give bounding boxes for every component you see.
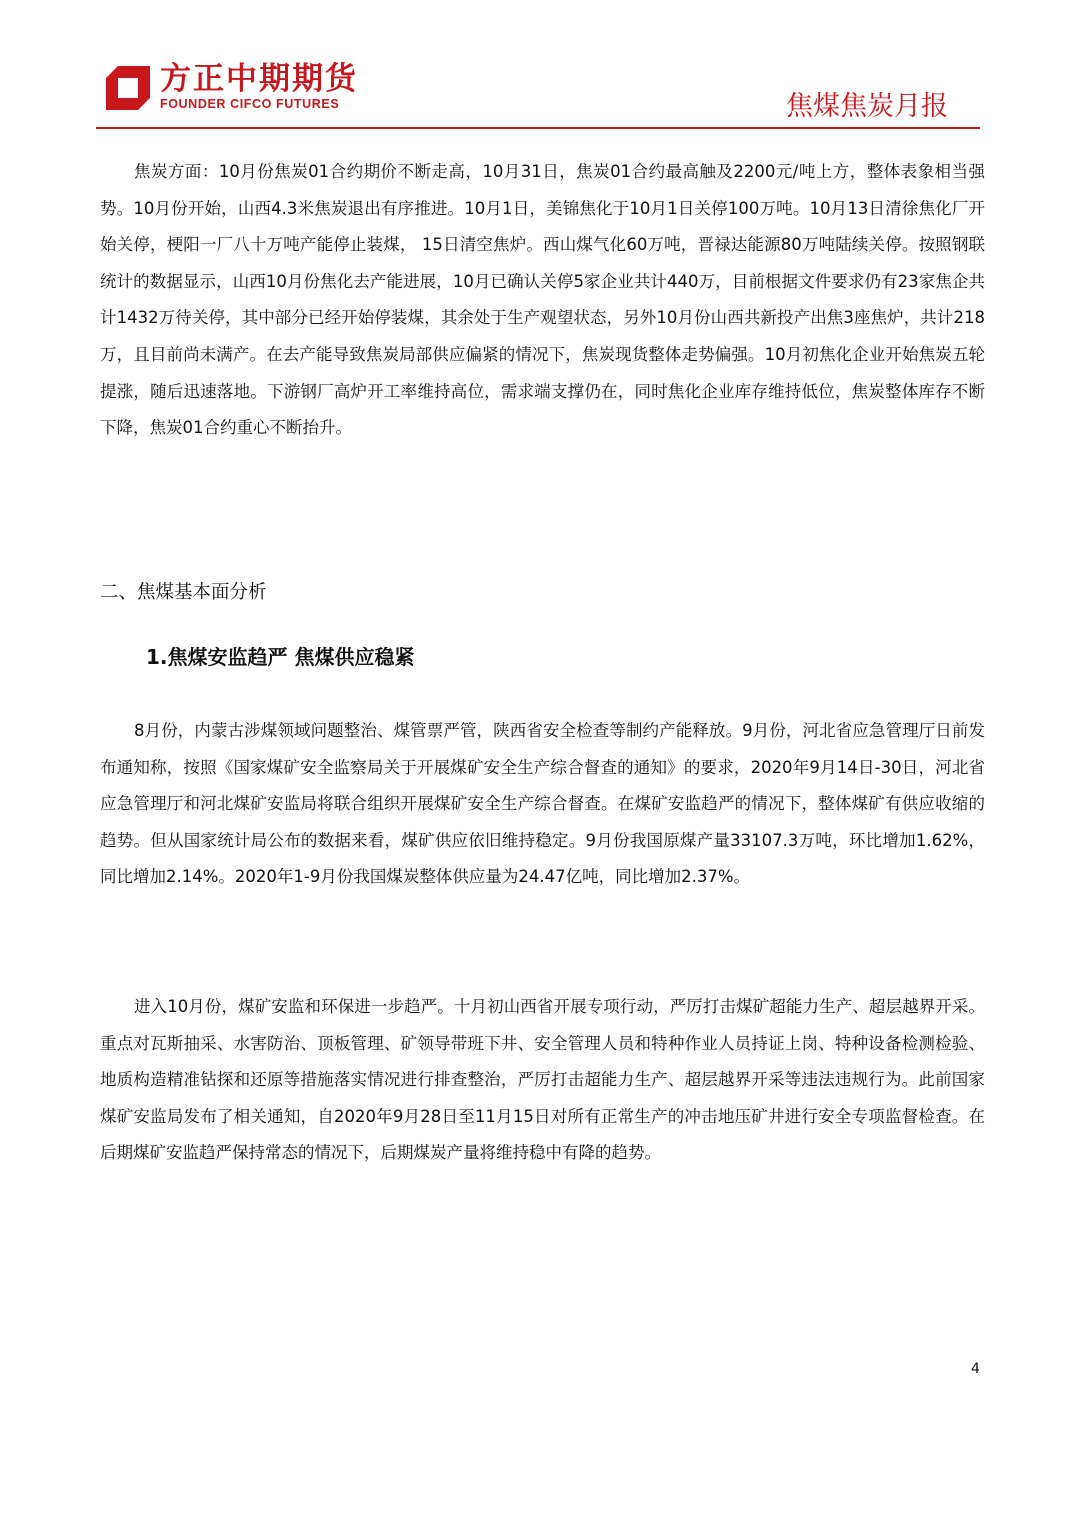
subsection-heading: 1.焦煤安监趋严 焦煤供应稳紧	[146, 645, 415, 669]
paragraph-october: 进入10月份，煤矿安监和环保进一步趋严。十月初山西省开展专项行动，严厉打击煤矿超能力生产、超层越界开采。重点对瓦斯抽采、水害防治、顶板管理、矿领导带班下井、安全管理人员和特种作业人员持证上岗、特种设备检测检验、地质构造精准钻探和还原等措施落实情况进行排查整治，严厉打击超能力生产、超层越界开采等违法违规行为。此前国家煤矿安监局发布了相关通知，自2020年9月28日至11月15日对所有正常生产的冲击地压矿井进行安全专项监督检查。在后期煤矿安监趋严保持常态的情况下，后期煤炭产量将维持稳中有降的趋势。	[100, 997, 985, 1163]
report-title: 焦煤焦炭月报	[786, 91, 948, 122]
brand-name-chinese: 方正中期期货	[160, 61, 358, 97]
red-square-logo-icon	[104, 64, 152, 112]
paragraph-aug-sep: 8月份，内蒙古涉煤领域问题整治、煤管票严管，陕西省安全检查等制约产能释放。9月份，河北省应急管理厅日前发布通知称，按照《国家煤矿安全监察局关于开展煤矿安全生产综合督查的通知》的要求，2020年9月14日-30日，河北省应急管理厅和河北煤矿安监局将联合组织开展煤矿安全生产综合督查。在煤矿安监趋严的情况下，整体煤矿有供应收缩的趋势。但从国家统计局公布的数据来看，煤矿供应依旧维持稳定。9月份我国原煤产量33107.3万吨，环比增加1.62%，同比增加2.14%。2020年1-9月份我国煤炭整体供应量为24.47亿吨，同比增加2.37%。	[100, 721, 985, 887]
page-number: 4	[971, 1361, 980, 1377]
header-divider	[96, 127, 980, 129]
paragraph-coke: 焦炭方面：10月份焦炭01合约期价不断走高，10月31日，焦炭01合约最高触及2200元/吨上方，整体表象相当强势。10月份开始，山西4.3米焦炭退出有序推进。10月1日，美锦焦化于10月1日关停100万吨。10月13日清徐焦化厂开始关停，梗阳一厂八十万吨产能停止装煤， 15日清空焦炉。西山煤气化60万吨，晋禄达能源80万吨陆续关停。按照钢联统计的数据显示，山西10月份焦化去产能进展，10月已确认关停5家企业共计440万，目前根据文件要求仍有23家焦企共计1432万待关停，其中部分已经开始停装煤，其余处于生产观望状态，另外10月份山西共新投产出焦3座焦炉，共计218万，且目前尚未满产。在去产能导致焦炭局部供应偏紧的情况下，焦炭现货整体走势偏强。10月初焦化企业开始焦炭五轮提涨，随后迅速落地。下游钢厂高炉开工率维持高位，需求端支撑仍在，同时焦化企业库存维持低位，焦炭整体库存不断下降，焦炭01合约重心不断抬升。	[100, 162, 985, 438]
section-heading: 二、焦煤基本面分析	[100, 582, 267, 603]
brand-name-english: FOUNDER CIFCO FUTURES	[160, 97, 340, 111]
